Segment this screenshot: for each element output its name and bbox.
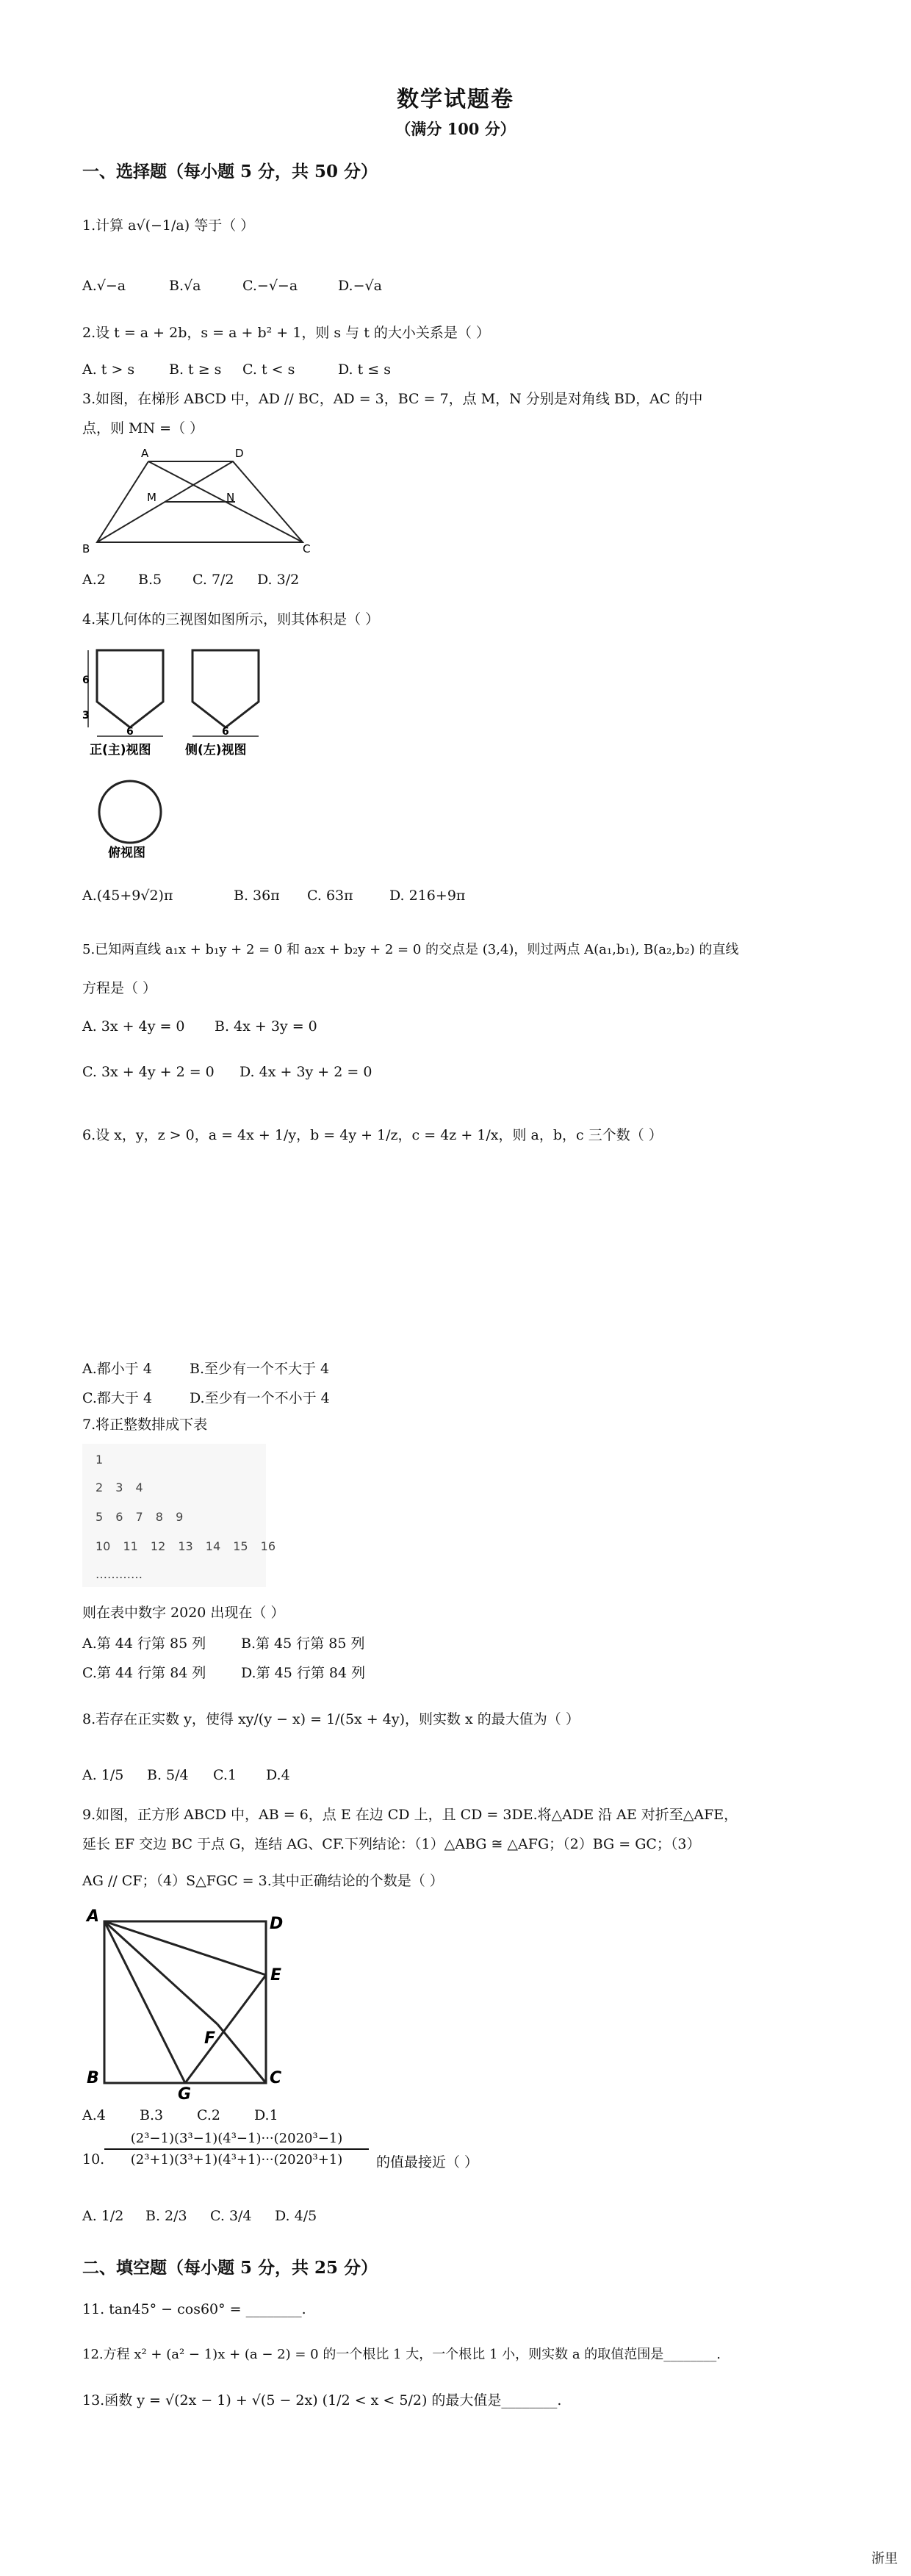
label-a: A [87,1907,100,1926]
table-row: ………… [96,1567,143,1581]
question-7-text: 7.将正整数排成下表 [82,1417,208,1433]
q1-option-c: C.−√−a [242,278,298,294]
label-a: A [141,447,149,460]
top-view-circle [99,781,161,843]
q3-option-b: B.5 [138,572,162,588]
q2-option-a: A. t > s [82,361,135,378]
q6-option-d: D.至少有一个不小于 4 [190,1390,330,1406]
three-view-figure [82,639,288,860]
q3-option-d: D. 3/2 [257,572,300,588]
q4-option-a: A.(45+9√2)π [82,888,173,904]
dim-three-vertical: 3 [82,710,90,722]
label-e: E [270,1966,282,1985]
q10-option-c: C. 3/4 [210,2208,252,2224]
q9-option-a: A.4 [82,2107,106,2123]
q7-option-c: C.第 44 行第 84 列 [82,1665,206,1681]
question-6-text: 6.设 x，y，z > 0，a = 4x + 1/y，b = 4y + 1/z，c = 4z + 1/x，则 a，b，c 三个数（ ） [82,1127,663,1143]
question-9-text-line2: 延长 EF 交边 BC 于点 G，连结 AG、CF.下列结论：（1）△ABG ≅ △AFG；（2）BG = GC；（3） [82,1836,701,1852]
q10-option-a: A. 1/2 [82,2208,124,2224]
trapezoid-figure [82,447,317,557]
label-n: N [226,491,235,504]
q6-option-c: C.都大于 4 [82,1390,153,1406]
q5-option-c: C. 3x + 4y + 2 = 0 [82,1064,215,1080]
question-5-text-line2: 方程是（ ） [82,980,157,996]
q2-option-d: D. t ≤ s [338,361,392,378]
question-9-text-line3: AG // CF；（4）S△FGC = 3.其中正确结论的个数是（ ） [82,1873,444,1889]
segment-ae [104,1921,266,1975]
q10-option-d: D. 4/5 [275,2208,317,2224]
question-12-text: 12.方程 x² + (a² − 1)x + (a − 2) = 0 的一个根比 1 大，一个根比 1 小，则实数 a 的取值范围是________. [82,2347,721,2362]
q10-numerator: (2³−1)(3³−1)(4³−1)···(2020³−1) [130,2131,343,2146]
table-row: 10 11 12 13 14 15 16 [96,1539,276,1553]
page-title: 数学试题卷 [397,87,514,112]
segment-ag [104,1921,185,2083]
q9-option-b: B.3 [140,2107,164,2123]
label-c: C [270,2069,282,2087]
q6-option-b: B.至少有一个不大于 4 [190,1361,330,1377]
section-choice-heading: 一、选择题（每小题 5 分，共 50 分） [82,162,378,181]
q4-option-b: B. 36π [234,888,280,904]
q1-option-b: B.√a [169,278,201,294]
label-c: C [303,542,311,555]
question-2-text: 2.设 t = a + 2b，s = a + b² + 1，则 s 与 t 的大小关系是（ ） [82,325,490,341]
q5-option-d: D. 4x + 3y + 2 = 0 [240,1064,372,1080]
square-fold-figure [82,1907,284,2104]
front-view-shape [97,650,163,727]
table-row: 5 6 7 8 9 [96,1510,184,1524]
dim-six-side: 6 [222,726,229,738]
segment-af [104,1921,217,2024]
question-10-number: 10. [82,2151,105,2167]
table-row: 1 [96,1453,104,1467]
q4-option-c: C. 63π [307,888,353,904]
q3-option-c: C. 7/2 [192,572,234,588]
q9-option-c: C.2 [197,2107,220,2123]
question-4-text: 4.某几何体的三视图如图所示，则其体积是（ ） [82,611,380,627]
q2-option-b: B. t ≥ s [169,361,222,378]
q5-option-a: A. 3x + 4y = 0 [82,1018,185,1035]
top-view-label: 俯视图 [108,846,145,860]
q8-option-d: D.4 [266,1767,290,1783]
question-3-text-line1: 3.如图，在梯形 ABCD 中，AD // BC，AD = 3，BC = 7，点 M，N 分别是对角线 BD，AC 的中 [82,391,703,407]
square-abcd [104,1921,266,2083]
q4-option-d: D. 216+9π [389,888,466,904]
q3-option-a: A.2 [82,572,106,588]
table-row: 2 3 4 [96,1481,143,1494]
question-5-text-line1: 5.已知两直线 a₁x + b₁y + 2 = 0 和 a₂x + b₂y + 2 = 0 的交点是 (3,4)，则过两点 A(a₁,b₁), B(a₂,b₂) 的直线 [82,942,739,957]
label-d: D [235,447,244,460]
label-f: F [204,2029,216,2048]
side-view-label: 侧(左)视图 [185,743,247,758]
dim-six-vertical: 6 [82,674,90,686]
footer-watermark: 浙里 [871,2551,898,2566]
question-3-text-line2: 点，则 MN =（ ） [82,420,204,436]
q6-option-a: A.都小于 4 [82,1361,152,1377]
question-1-text: 1.计算 a√(−1/a) 等于（ ） [82,217,255,234]
question-9-text-line1: 9.如图，正方形 ABCD 中，AB = 6，点 E 在边 CD 上，且 CD = 3DE.将△ADE 沿 AE 对折至△AFE， [82,1807,738,1823]
q5-option-b: B. 4x + 3y = 0 [215,1018,317,1035]
label-g: G [178,2085,192,2104]
question-13-text: 13.函数 y = √(2x − 1) + √(5 − 2x) (1/2 < x < 5/2) 的最大值是________. [82,2392,562,2408]
label-b: B [82,542,90,555]
number-triangle-table [82,1444,276,1587]
q1-option-a: A.√−a [82,278,126,294]
front-view-label: 正(主)视图 [90,743,151,758]
q8-option-b: B. 5/4 [147,1767,189,1783]
q8-option-c: C.1 [213,1767,237,1783]
fraction-bar [104,2148,369,2150]
question-8-text: 8.若存在正实数 y，使得 xy/(y − x) = 1/(5x + 4y)，则实数 x 的最大值为（ ） [82,1711,580,1727]
section-fill-heading: 二、填空题（每小题 5 分，共 25 分） [82,2258,378,2278]
question-10-suffix: 的值最接近（ ） [376,2154,479,2170]
label-b: B [87,2069,99,2087]
q10-fraction [104,2131,369,2167]
q7-option-d: D.第 45 行第 84 列 [241,1665,366,1681]
q7-option-b: B.第 45 行第 85 列 [241,1636,365,1652]
label-d: D [270,1915,284,1933]
q8-option-a: A. 1/5 [82,1767,124,1783]
segment-fc [217,2024,266,2083]
label-m: M [147,491,156,504]
q1-option-d: D.−√a [338,278,382,294]
q10-option-b: B. 2/3 [145,2208,187,2224]
q9-option-d: D.1 [254,2107,278,2123]
q2-option-c: C. t < s [242,361,295,378]
page-subtitle: （满分 100 分） [395,120,516,138]
dim-six-front: 6 [126,726,134,738]
q7-option-a: A.第 44 行第 85 列 [82,1636,206,1652]
question-7-prompt: 则在表中数字 2020 出现在（ ） [82,1605,285,1621]
q10-denominator: (2³+1)(3³+1)(4³+1)···(2020³+1) [130,2152,343,2167]
question-11-text: 11. tan45° − cos60° = ________. [82,2301,306,2317]
side-view-shape [192,650,259,727]
